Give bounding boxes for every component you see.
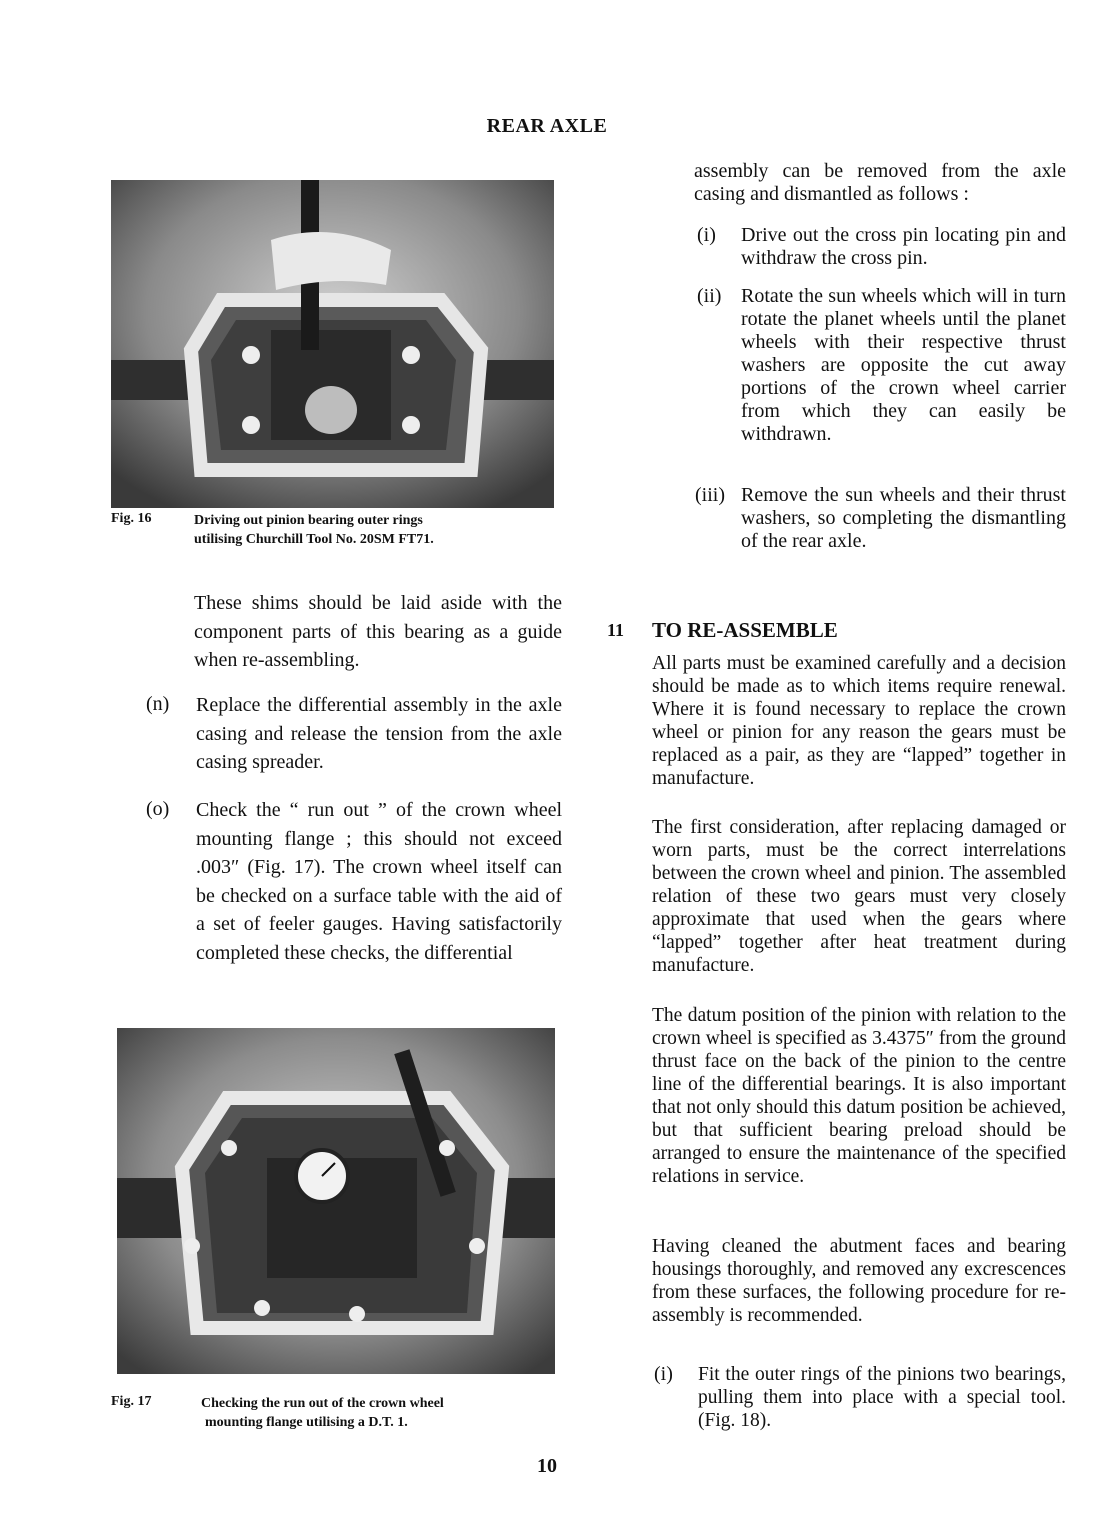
figure-17-caption [201,1394,571,1432]
reassemble-paragraph-4: Having cleaned the abutment faces and bearing housings thoroughly, and removed any excrescences from these surfaces, the following procedure for re-assembly is recommended. [652,1236,1066,1326]
figure-17-photo [117,1028,555,1374]
left-intro-paragraph: These shims should be laid aside with the component parts of this bearing as a guide when re-assembling. [194,592,562,671]
page-number: 10 [537,1455,557,1477]
figure-16-label: Fig. 16 [111,511,152,526]
reassemble-item-label: (i) [654,1363,673,1385]
caption-line: Checking the run out of the crown wheel [201,1396,444,1411]
item-o-text: Check the “ run out ” of the crown wheel mounting flange ; this should not exceed .003″ (Fig. 17). The crown wheel itself can be checked on a surface table with the aid of a set of feeler gauges. Having satisfactorily completed these checks, the differential [196,799,562,964]
item-n-label: (n) [146,693,170,715]
caption-line: Driving out pinion bearing outer rings [194,513,423,528]
item-i-text: Drive out the cross pin locating pin and withdraw the cross pin. [741,224,1066,269]
reassemble-paragraph-2: The first consideration, after replacing damaged or worn parts, must be the correct interrelations between the crown wheel and pinion. The assembled relation of these two gears must very closely approximate that used when the gears where “lapped” together after heat treatment during manufacture. [652,817,1066,976]
item-ii-label: (ii) [697,285,722,307]
reassemble-item-text: Fit the outer rings of the pinions two bearings, pulling them into place with a special tool. (Fig. 18). [698,1364,1066,1431]
item-ii-text: Rotate the sun wheels which will in turn rotate the planet wheels until the planet wheels with their respective thrust washers are opposite the cut away portions of the crown wheel carrier from which they can easily be withdrawn. [741,285,1066,445]
figure-16-photo [111,180,554,508]
caption-line: utilising Churchill Tool No. 20SM FT71. [194,532,434,547]
figure-17-label: Fig. 17 [111,1394,152,1409]
section-number: 11 [607,620,625,640]
page-header: REAR AXLE [486,115,608,137]
item-iii-text: Remove the sun wheels and their thrust washers, so completing the dismantling of the rear axle. [741,484,1066,552]
section-title: TO RE-ASSEMBLE [652,618,838,642]
reassemble-paragraph-1: All parts must be examined carefully and a decision should be made as to which items require renewal. Where it is found necessary to replace the crown wheel or pinion for any reason the gears must be replaced as a pair, as they are “lapped” together in manufacture. [652,653,1066,789]
figure-16-caption [194,511,564,549]
item-iii-label: (iii) [695,484,725,506]
right-continuation: assembly can be removed from the axle casing and dismantled as follows : [694,160,1066,205]
caption-line: mounting flange utilising a D.T. 1. [205,1415,408,1430]
item-n-text: Replace the differential assembly in the axle casing and release the tension from the axle casing spreader. [196,694,562,773]
reassemble-paragraph-3: The datum position of the pinion with relation to the crown wheel is specified as 3.4375″ from the ground thrust face on the back of the pinion to the centre line of the differential bearings. It is also important that not only should this datum position be achieved, but that sufficient bearing preload should be arranged to ensure the maintenance of the specified relations in service. [652,1005,1066,1187]
item-i-label: (i) [697,224,716,246]
item-o-label: (o) [146,798,170,820]
